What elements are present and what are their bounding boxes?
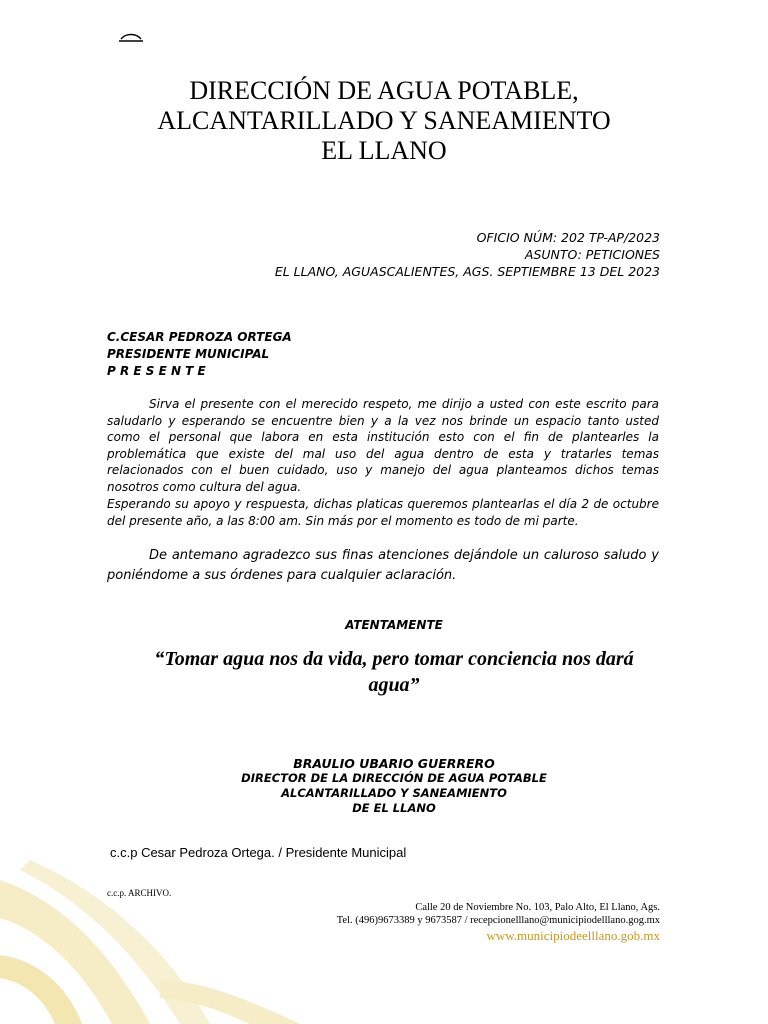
footer xyxy=(337,901,660,945)
title-line: DIRECCIÓN DE AGUA POTABLE, xyxy=(189,76,579,105)
body-paragraph-3: De antemano agradezco sus finas atenciones dejándole un caluroso saludo y poniéndome a sus órdenes para cualquier aclaración. xyxy=(107,548,659,583)
signer-title-line: DIRECTOR DE LA DIRECCIÓN DE AGUA POTABLE xyxy=(241,771,547,785)
place-date: EL LLANO, AGUASCALIENTES, AGS. SEPTIEMBRE 13 DEL 2023 xyxy=(274,264,660,279)
closing-atentamente: ATENTAMENTE xyxy=(345,618,443,632)
logo-icon xyxy=(118,30,144,44)
recipient-block xyxy=(107,329,292,380)
body-paragraph-1: Sirva el presente con el merecido respeto, me dirijo a usted con este escrito para saludarlo y esperando se encuentre bien y a la vez nos brinde un espacio tanto usted como el personal que labora en esta institución esto con el fin de plantearles la problemática que existe del mal uso del agua dentro de esta y tratarles temas relacionados con el buen cuidado, uso y manejo del agua planteamos dichos temas nosotros como cultura del agua. xyxy=(107,397,659,494)
closing-quote: “Tomar agua nos da vida, pero tomar conciencia nos dará agua” xyxy=(154,648,634,696)
ccp-line: c.c.p Cesar Pedroza Ortega. / Presidente Municipal xyxy=(110,845,407,860)
signer-title-line: DE EL LLANO xyxy=(352,801,436,815)
document-meta xyxy=(275,229,660,280)
presente: P R E S E N T E xyxy=(107,364,206,378)
signer-name: BRAULIO UBARIO GUERRERO xyxy=(293,756,495,771)
signature-block xyxy=(0,756,768,816)
body-paragraph-2: Esperando su apoyo y respuesta, dichas platicas queremos plantearlas el día 2 de octubre del presente año, a las 8:00 am. Sin más por el momento es todo de mi parte. xyxy=(107,497,659,528)
title-line: EL LLANO xyxy=(321,136,447,165)
recipient-name: C.CESAR PEDROZA ORTEGA xyxy=(107,330,292,344)
document-title xyxy=(0,76,768,166)
oficio-number: OFICIO NÚM: 202 TP-AP/2023 xyxy=(476,230,660,245)
footer-website-link[interactable]: www.municipiodeelllano.gob.mx xyxy=(486,928,660,943)
title-line: ALCANTARILLADO Y SANEAMIENTO xyxy=(157,106,611,135)
ccp-archivo: c.c.p. ARCHIVO. xyxy=(107,888,172,898)
footer-contact: Tel. (496)9673389 y 9673587 / recepcionelllano@municipiodelllano.gog.mx xyxy=(336,915,660,926)
signer-title-line: ALCANTARILLADO Y SANEAMIENTO xyxy=(281,786,507,800)
recipient-position: PRESIDENTE MUNICIPAL xyxy=(107,347,270,361)
asunto: ASUNTO: PETICIONES xyxy=(524,247,660,262)
footer-address: Calle 20 de Noviembre No. 103, Palo Alto, El Llano, Ags. xyxy=(415,902,660,913)
decorative-swoosh xyxy=(0,860,380,1024)
